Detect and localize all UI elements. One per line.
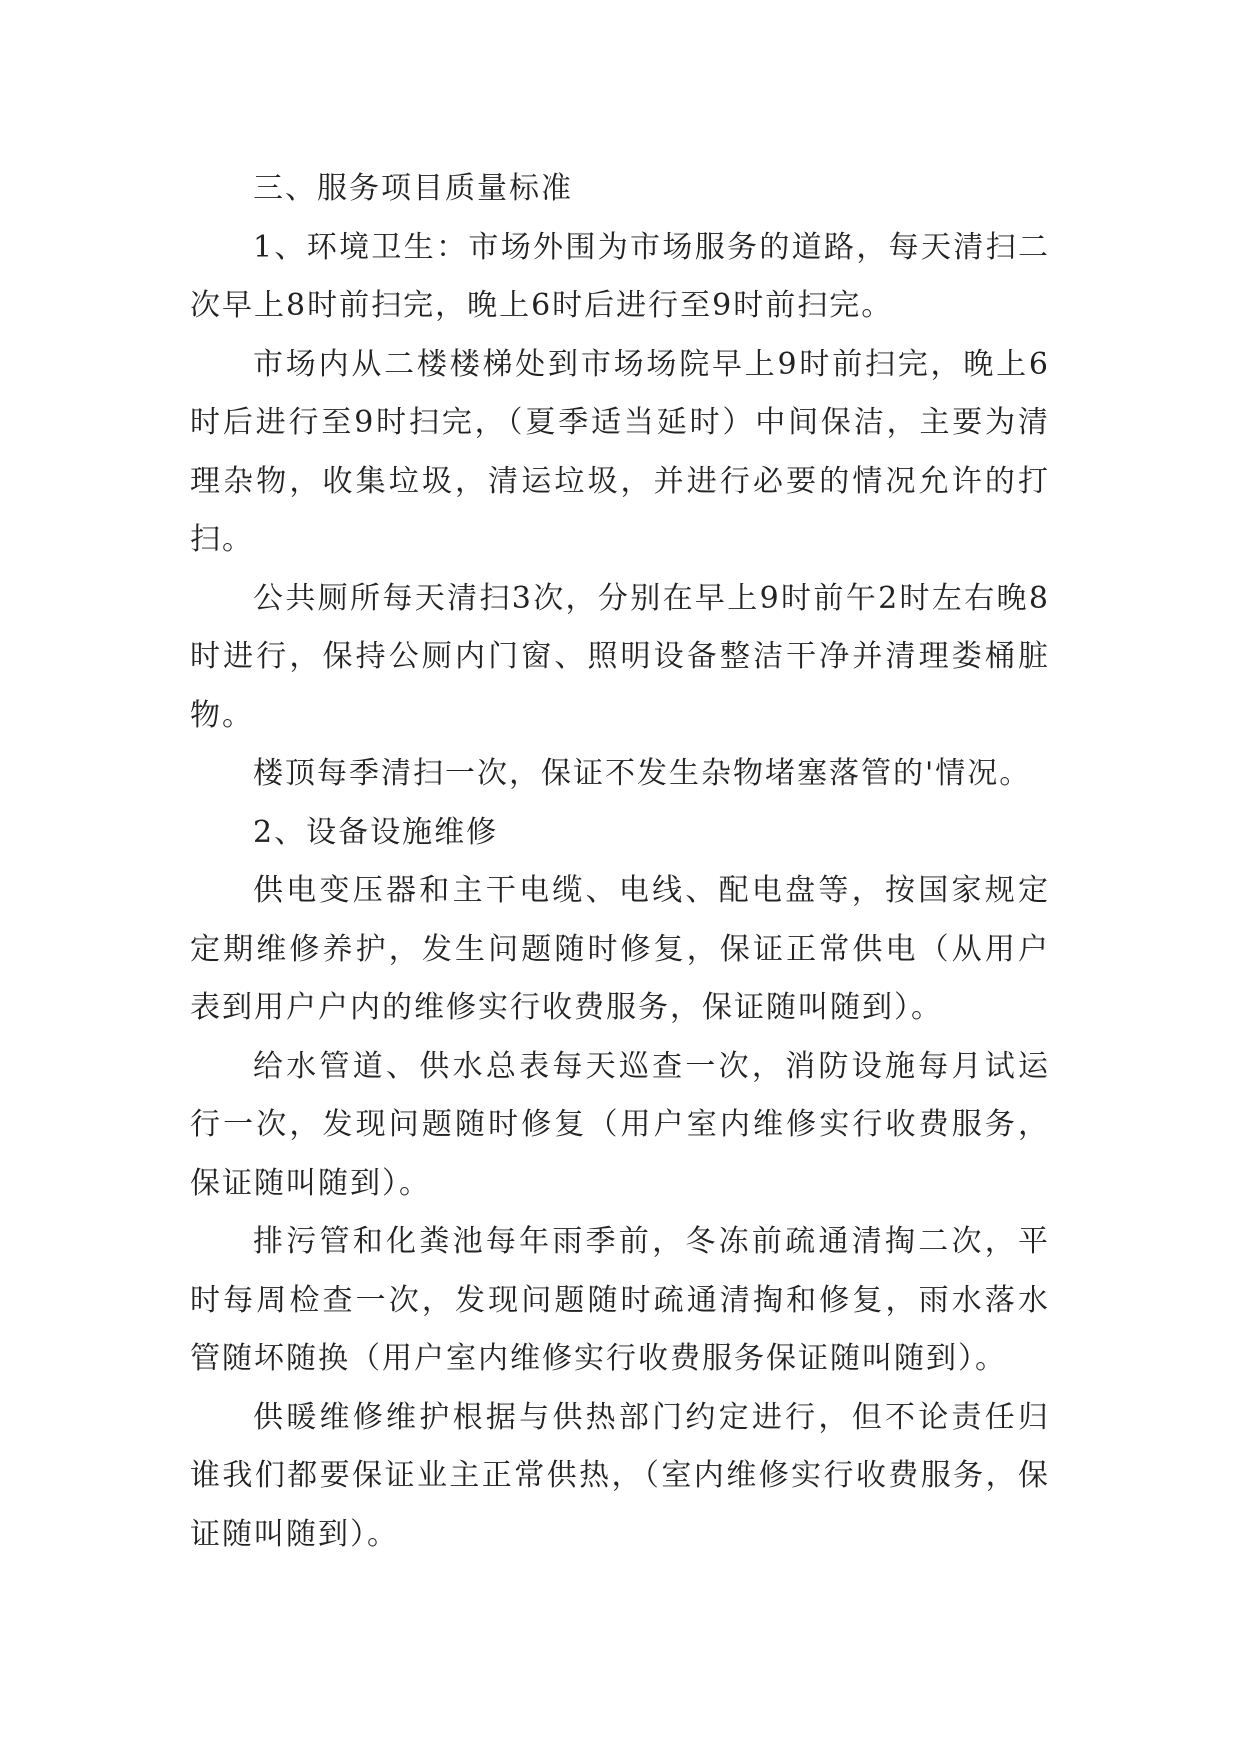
paragraph-market-interior-cleaning: 市场内从二楼楼梯处到市场场院早上9时前扫完，晚上6时后进行至9时扫完，（夏季适当延时）中间保洁，主要为清理杂物，收集垃圾，清运垃圾，并进行必要的情况允许的打扫。 xyxy=(190,346,1050,557)
paragraph-environment-hygiene: 1、环境卫生：市场外围为市场服务的道路，每天清扫二次早上8时前扫完，晚上6时后进行至9时前扫完。 xyxy=(190,229,1050,323)
paragraph-heating: 供暖维修维护根据与供热部门约定进行，但不论责任归谁我们都要保证业主正常供热，（室内维修实行收费服务，保证随叫随到）。 xyxy=(190,1399,1050,1552)
paragraph-sewage: 排污管和化粪池每年雨季前，冬冻前疏通清掏二次，平时每周检查一次，发现问题随时疏通清掏和修复，雨水落水管随坏随换（用户室内维修实行收费服务保证随叫随到）。 xyxy=(190,1224,1050,1376)
document-body xyxy=(190,160,1050,1564)
section-heading-service-quality: 三、服务项目质量标准 xyxy=(253,171,573,206)
paragraph-power-supply: 供电变压器和主干电缆、电线、配电盘等，按国家规定定期维修养护，发生问题随时修复，保证正常供电（从用户表到用户户内的维修实行收费服务，保证随叫随到）。 xyxy=(190,873,1050,1025)
paragraph-public-toilet-cleaning: 公共厕所每天清扫3次，分别在早上9时前午2时左右晚8时进行，保持公厕内门窗、照明设备整洁干净并清理娄桶脏物。 xyxy=(190,580,1050,733)
paragraph-roof-cleaning: 楼顶每季清扫一次，保证不发生杂物堵塞落管的'情况。 xyxy=(253,756,1032,791)
paragraph-water-supply: 给水管道、供水总表每天巡查一次，消防设施每月试运行一次，发现问题随时修复（用户室内维修实行收费服务，保证随叫随到）。 xyxy=(190,1048,1050,1201)
subheading-equipment-maintenance: 2、设备设施维修 xyxy=(253,814,499,850)
